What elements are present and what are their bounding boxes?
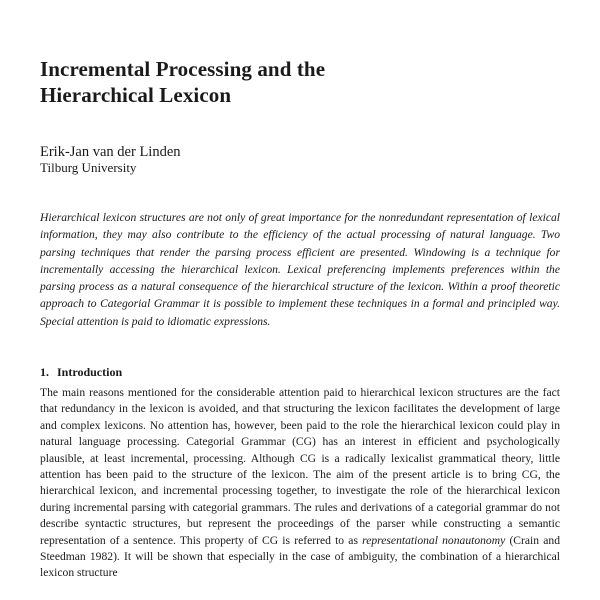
body-text-emphasis: representational nonautonomy — [362, 533, 506, 547]
section-number: 1. — [40, 365, 49, 379]
section-title: Introduction — [57, 365, 123, 379]
body-paragraph — [40, 385, 560, 582]
author-affiliation: Tilburg University — [40, 160, 137, 175]
paper-title-line-2: Hierarchical Lexicon — [40, 83, 232, 107]
section-heading — [40, 364, 122, 380]
paper-title-line-1: Incremental Processing and the — [40, 57, 326, 81]
author-name: Erik-Jan van der Linden — [40, 144, 181, 160]
abstract: Hierarchical lexicon structures are not only of great importance for the nonredundant representation of lexical information, they may also contribute to the efficiency of the actual processing of natural language. Two parsing techniques that render the parsing process efficient are presented. Windowing is a technique for incrementally accessing the hierarchical lexicon. Lexical preferencing implements preferences within the parsing process as a natural consequence of the hierarchical structure of the lexicon. Within a proof theoretic approach to Categorial Grammar it is possible to implement these techniques in a formal and principled way. Special attention is paid to idiomatic expressions. — [40, 211, 560, 328]
paper-title — [40, 56, 560, 108]
body-text-part-2: (Crain and Steedman 1982). It will be shown that especially in the case of ambiguity, the combination of a hierarchical lexicon structure — [40, 533, 560, 580]
body-text-part-1: The main reasons mentioned for the considerable attention paid to hierarchical lexicon structures are the fact that redundancy in the lexicon is avoided, and that structuring the lexicon facilitates the development of large and complex lexicons. No attention has, however, been paid to the role the hierarchical lexicon could play in natural language processing. Categorial Grammar (CG) has an interest in efficient and psychologically plausible, at least incremental, processing. Although CG is a radically lexicalist grammatical theory, little attention has been paid to the structure of the lexicon. The aim of the present article is to bring CG, the hierarchical lexicon, and incremental processing together, to investigate the role of the hierarchical lexicon during incremental parsing with categorial grammars. The rules and derivations of a categorial grammar do not describe syntactic structures, but represent the proceedings of the parser while constructing a semantic representation of a sentence. This property of CG is referred to as — [40, 386, 560, 547]
